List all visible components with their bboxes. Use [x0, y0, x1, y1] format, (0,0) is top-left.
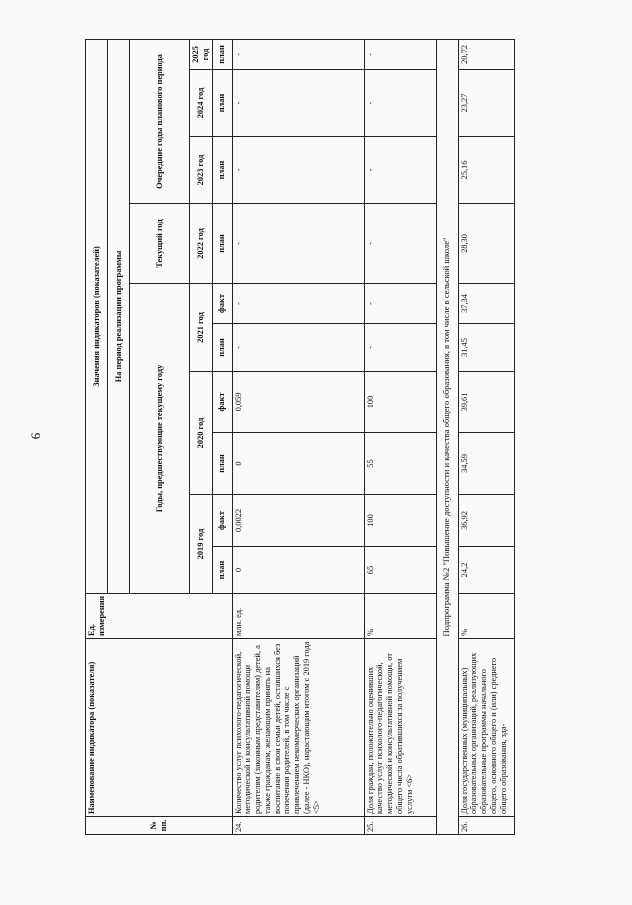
- header-plan: план: [212, 137, 232, 204]
- value-cell: 39,61: [458, 372, 514, 433]
- header-indicator-name: Наименование индикатора (показателя): [86, 639, 233, 817]
- header-2020: 2020 год: [190, 372, 213, 495]
- header-2019: 2019 год: [190, 495, 213, 594]
- value-cell: 65: [364, 547, 436, 594]
- value-cell: -: [232, 284, 364, 324]
- page-number: 9: [28, 432, 44, 440]
- value-cell: -: [364, 39, 436, 69]
- header-plan: план: [212, 433, 232, 495]
- value-cell: 36,92: [458, 495, 514, 547]
- value-cell: 24,2: [458, 547, 514, 594]
- header-period: На период реализации программы: [108, 39, 130, 593]
- header-unit: Ед. измерения: [86, 594, 233, 639]
- header-plan: план: [212, 39, 232, 69]
- table-row: [232, 39, 364, 834]
- header-plan: план: [212, 547, 232, 594]
- subprogram-heading: Подпрограмма №2 "Повышение доступности и качества общего образования, в том числе в сельской школе": [436, 39, 458, 834]
- header-planned-years: Очередние годы планового периода: [130, 39, 190, 203]
- unit-cell: %: [458, 594, 514, 639]
- table-row: [458, 39, 514, 834]
- value-cell: 31,45: [458, 324, 514, 372]
- value-cell: 0,0022: [232, 495, 364, 547]
- value-cell: -: [232, 204, 364, 284]
- value-cell: -: [364, 284, 436, 324]
- indicators-table: [85, 39, 515, 835]
- value-cell: 20,72: [458, 39, 514, 69]
- unit-cell: %: [364, 594, 436, 639]
- value-cell: -: [232, 70, 364, 137]
- value-cell: 100: [364, 372, 436, 433]
- value-cell: 23,27: [458, 70, 514, 137]
- header-plan: план: [212, 324, 232, 372]
- header-fact: факт: [212, 372, 232, 433]
- unit-cell: млн. ед.: [232, 594, 364, 639]
- header-2022: 2022 год: [190, 204, 213, 284]
- value-cell: 34,59: [458, 433, 514, 495]
- rotated-table-sheet: [85, 40, 623, 835]
- value-cell: 0: [232, 433, 364, 495]
- header-2024: 2024 год: [190, 70, 213, 137]
- value-cell: -: [232, 39, 364, 69]
- indicator-name: Доля граждан, положительно оценивших качество услуг психолого-педагогической, методической и консультативной помощи, от общего числа обратившихся за получением услуги <6>: [364, 639, 436, 817]
- row-number: 25.: [364, 817, 436, 835]
- indicator-name: Доля государственных (муниципальных) образовательных организаций, реализующих образовательные программы начального общего, основного общего и (или) среднего общего образования, зда-: [458, 639, 514, 817]
- value-cell: 0: [232, 547, 364, 594]
- row-number: 24.: [232, 817, 364, 835]
- table-row: [364, 39, 436, 834]
- value-cell: 55: [364, 433, 436, 495]
- header-prev-years: Годы, предшествующие текущему году: [130, 284, 190, 594]
- value-cell: -: [232, 137, 364, 204]
- value-cell: -: [364, 324, 436, 372]
- header-2025: 2025 год: [190, 39, 213, 69]
- header-plan: план: [212, 204, 232, 284]
- value-cell: -: [364, 137, 436, 204]
- value-cell: 25,16: [458, 137, 514, 204]
- header-num: № пп.: [86, 817, 233, 835]
- value-cell: -: [364, 70, 436, 137]
- value-cell: 28,30: [458, 204, 514, 284]
- indicator-name: Количество услуг психолого-педагогической, методической и консультативной помощи родителям (законным представителям) детей, а также гражданам, желающим принять на воспитание в свои семьи детей, оставшихся без попечения родителей, в том числе с привлечением некоммерческих организаций (далее - НКО), нарастающим итогом с 2019 года <5>: [232, 639, 364, 817]
- value-cell: 37,34: [458, 284, 514, 324]
- header-current-year: Текущий год: [130, 204, 190, 284]
- header-2021: 2021 год: [190, 284, 213, 372]
- header-fact: факт: [212, 495, 232, 547]
- value-cell: -: [364, 204, 436, 284]
- value-cell: 100: [364, 495, 436, 547]
- header-plan: план: [212, 70, 232, 137]
- value-cell: 0,059: [232, 372, 364, 433]
- header-values: Значения индикаторов (показателей): [86, 39, 108, 593]
- value-cell: -: [232, 324, 364, 372]
- row-number: 26.: [458, 817, 514, 835]
- header-fact: факт: [212, 284, 232, 324]
- header-2023: 2023 год: [190, 137, 213, 204]
